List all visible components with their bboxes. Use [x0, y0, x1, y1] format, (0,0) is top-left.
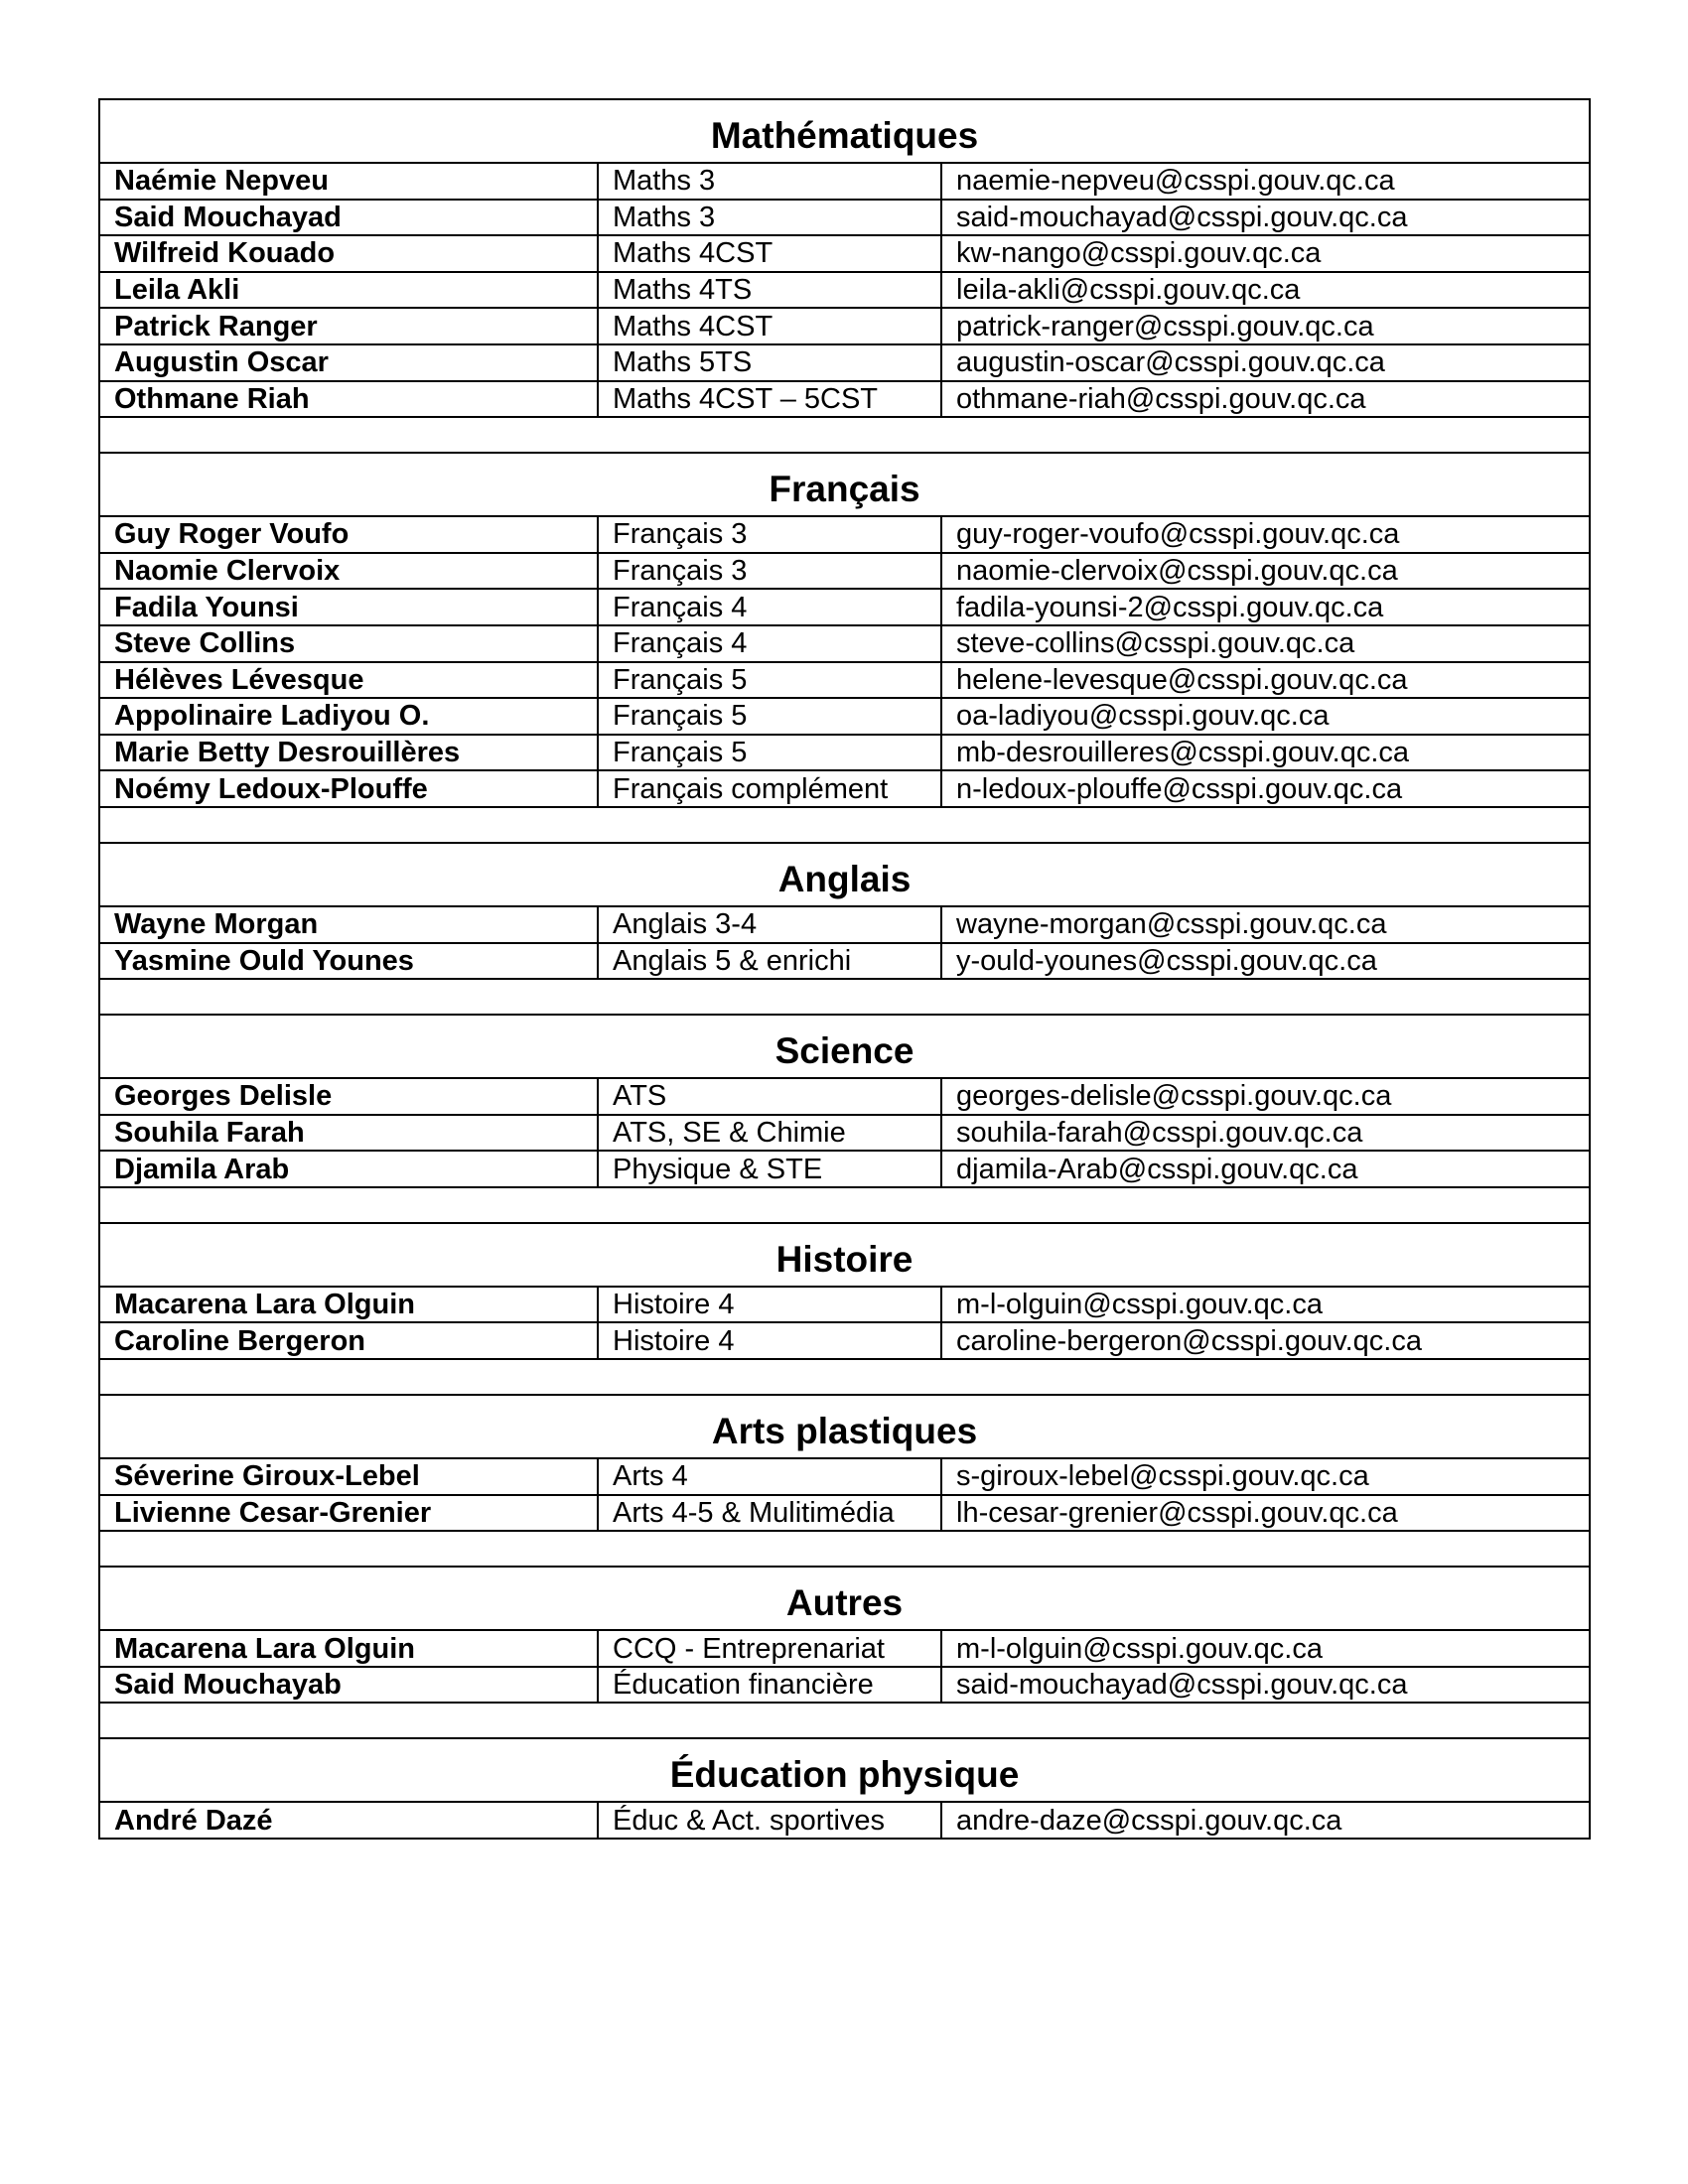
section-heading-row — [99, 1015, 1590, 1078]
teacher-row — [99, 770, 1590, 807]
teacher-name: Souhila Farah — [99, 1115, 598, 1152]
course-name: Français 4 — [598, 625, 941, 662]
teacher-name: Naémie Nepveu — [99, 163, 598, 200]
teacher-row — [99, 662, 1590, 699]
spacer-cell — [99, 1187, 1590, 1223]
teacher-name: Macarena Lara Olguin — [99, 1630, 598, 1667]
teacher-name: Marie Betty Desrouillères — [99, 735, 598, 771]
teacher-name: Séverine Giroux-Lebel — [99, 1458, 598, 1495]
teacher-name: Wayne Morgan — [99, 906, 598, 943]
course-name: ATS — [598, 1078, 941, 1115]
section-title: Histoire — [99, 1223, 1590, 1287]
course-name: Français 5 — [598, 662, 941, 699]
course-name: Maths 4TS — [598, 272, 941, 309]
teacher-email: guy-roger-voufo@csspi.gouv.qc.ca — [941, 516, 1590, 553]
section-heading-row — [99, 1738, 1590, 1802]
section-title: Éducation physique — [99, 1738, 1590, 1802]
teacher-name: Said Mouchayad — [99, 200, 598, 236]
teacher-email: naomie-clervoix@csspi.gouv.qc.ca — [941, 553, 1590, 590]
teacher-name: Fadila Younsi — [99, 589, 598, 625]
section-heading-row — [99, 99, 1590, 163]
teacher-email: augustin-oscar@csspi.gouv.qc.ca — [941, 344, 1590, 381]
teacher-email: m-l-olguin@csspi.gouv.qc.ca — [941, 1287, 1590, 1323]
teacher-name: Augustin Oscar — [99, 344, 598, 381]
spacer-cell — [99, 1703, 1590, 1738]
teacher-row — [99, 553, 1590, 590]
teacher-name: Hélèves Lévesque — [99, 662, 598, 699]
course-name: Français complément — [598, 770, 941, 807]
section-spacer-row — [99, 979, 1590, 1015]
teacher-email: helene-levesque@csspi.gouv.qc.ca — [941, 662, 1590, 699]
section-heading-row — [99, 1395, 1590, 1458]
teacher-email: m-l-olguin@csspi.gouv.qc.ca — [941, 1630, 1590, 1667]
teacher-name: Wilfreid Kouado — [99, 235, 598, 272]
course-name: Français 4 — [598, 589, 941, 625]
course-name: Anglais 3-4 — [598, 906, 941, 943]
teacher-row — [99, 1458, 1590, 1495]
course-name: Maths 3 — [598, 200, 941, 236]
teacher-row — [99, 735, 1590, 771]
teacher-email: s-giroux-lebel@csspi.gouv.qc.ca — [941, 1458, 1590, 1495]
teacher-row — [99, 1115, 1590, 1152]
course-name: Maths 4CST – 5CST — [598, 381, 941, 418]
teacher-email: caroline-bergeron@csspi.gouv.qc.ca — [941, 1322, 1590, 1359]
teacher-row — [99, 906, 1590, 943]
section-heading-row — [99, 1567, 1590, 1630]
teacher-email: said-mouchayad@csspi.gouv.qc.ca — [941, 1667, 1590, 1704]
course-name: Arts 4 — [598, 1458, 941, 1495]
course-name: Maths 4CST — [598, 308, 941, 344]
section-spacer-row — [99, 1187, 1590, 1223]
teacher-row — [99, 1630, 1590, 1667]
teacher-name: Noémy Ledoux-Plouffe — [99, 770, 598, 807]
teacher-row — [99, 308, 1590, 344]
teacher-row — [99, 163, 1590, 200]
course-name: Français 5 — [598, 698, 941, 735]
course-name: Histoire 4 — [598, 1322, 941, 1359]
teacher-email: mb-desrouilleres@csspi.gouv.qc.ca — [941, 735, 1590, 771]
teacher-directory-body — [99, 99, 1590, 1839]
teacher-email: georges-delisle@csspi.gouv.qc.ca — [941, 1078, 1590, 1115]
teacher-row — [99, 516, 1590, 553]
teacher-row — [99, 625, 1590, 662]
course-name: Français 3 — [598, 516, 941, 553]
teacher-name: Appolinaire Ladiyou O. — [99, 698, 598, 735]
teacher-row — [99, 698, 1590, 735]
teacher-row — [99, 589, 1590, 625]
course-name: Français 5 — [598, 735, 941, 771]
section-title: Science — [99, 1015, 1590, 1078]
teacher-name: André Dazé — [99, 1802, 598, 1839]
spacer-cell — [99, 1359, 1590, 1395]
teacher-email: fadila-younsi-2@csspi.gouv.qc.ca — [941, 589, 1590, 625]
teacher-email: souhila-farah@csspi.gouv.qc.ca — [941, 1115, 1590, 1152]
teacher-email: y-ould-younes@csspi.gouv.qc.ca — [941, 943, 1590, 980]
course-name: CCQ - Entreprenariat — [598, 1630, 941, 1667]
teacher-email: leila-akli@csspi.gouv.qc.ca — [941, 272, 1590, 309]
spacer-cell — [99, 1531, 1590, 1567]
course-name: Anglais 5 & enrichi — [598, 943, 941, 980]
teacher-name: Said Mouchayab — [99, 1667, 598, 1704]
teacher-email: othmane-riah@csspi.gouv.qc.ca — [941, 381, 1590, 418]
course-name: Maths 5TS — [598, 344, 941, 381]
teacher-email: steve-collins@csspi.gouv.qc.ca — [941, 625, 1590, 662]
course-name: Éducation financière — [598, 1667, 941, 1704]
teacher-email: oa-ladiyou@csspi.gouv.qc.ca — [941, 698, 1590, 735]
teacher-email: andre-daze@csspi.gouv.qc.ca — [941, 1802, 1590, 1839]
teacher-name: Steve Collins — [99, 625, 598, 662]
teacher-row — [99, 1151, 1590, 1187]
teacher-email: patrick-ranger@csspi.gouv.qc.ca — [941, 308, 1590, 344]
teacher-email: naemie-nepveu@csspi.gouv.qc.ca — [941, 163, 1590, 200]
teacher-row — [99, 1495, 1590, 1532]
teacher-name: Macarena Lara Olguin — [99, 1287, 598, 1323]
section-title: Autres — [99, 1567, 1590, 1630]
teacher-directory-table — [98, 98, 1591, 1840]
section-heading-row — [99, 1223, 1590, 1287]
teacher-row — [99, 1667, 1590, 1704]
section-spacer-row — [99, 1703, 1590, 1738]
teacher-email: n-ledoux-plouffe@csspi.gouv.qc.ca — [941, 770, 1590, 807]
teacher-email: kw-nango@csspi.gouv.qc.ca — [941, 235, 1590, 272]
section-heading-row — [99, 453, 1590, 516]
course-name: Arts 4-5 & Mulitimédia — [598, 1495, 941, 1532]
course-name: ATS, SE & Chimie — [598, 1115, 941, 1152]
teacher-name: Georges Delisle — [99, 1078, 598, 1115]
teacher-name: Livienne Cesar-Grenier — [99, 1495, 598, 1532]
teacher-name: Naomie Clervoix — [99, 553, 598, 590]
teacher-name: Yasmine Ould Younes — [99, 943, 598, 980]
section-spacer-row — [99, 1531, 1590, 1567]
section-title: Arts plastiques — [99, 1395, 1590, 1458]
teacher-row — [99, 272, 1590, 309]
section-spacer-row — [99, 1359, 1590, 1395]
teacher-name: Djamila Arab — [99, 1151, 598, 1187]
teacher-row — [99, 1322, 1590, 1359]
teacher-name: Caroline Bergeron — [99, 1322, 598, 1359]
section-title: Mathématiques — [99, 99, 1590, 163]
teacher-email: djamila-Arab@csspi.gouv.qc.ca — [941, 1151, 1590, 1187]
teacher-name: Guy Roger Voufo — [99, 516, 598, 553]
teacher-row — [99, 1078, 1590, 1115]
teacher-name: Patrick Ranger — [99, 308, 598, 344]
teacher-row — [99, 943, 1590, 980]
section-spacer-row — [99, 807, 1590, 843]
teacher-row — [99, 1802, 1590, 1839]
teacher-row — [99, 235, 1590, 272]
section-title: Anglais — [99, 843, 1590, 906]
course-name: Éduc & Act. sportives — [598, 1802, 941, 1839]
teacher-row — [99, 200, 1590, 236]
spacer-cell — [99, 979, 1590, 1015]
teacher-email: lh-cesar-grenier@csspi.gouv.qc.ca — [941, 1495, 1590, 1532]
section-heading-row — [99, 843, 1590, 906]
section-title: Français — [99, 453, 1590, 516]
course-name: Physique & STE — [598, 1151, 941, 1187]
teacher-name: Leila Akli — [99, 272, 598, 309]
teacher-name: Othmane Riah — [99, 381, 598, 418]
course-name: Maths 3 — [598, 163, 941, 200]
course-name: Maths 4CST — [598, 235, 941, 272]
teacher-email: wayne-morgan@csspi.gouv.qc.ca — [941, 906, 1590, 943]
teacher-row — [99, 381, 1590, 418]
section-spacer-row — [99, 417, 1590, 453]
course-name: Histoire 4 — [598, 1287, 941, 1323]
teacher-email: said-mouchayad@csspi.gouv.qc.ca — [941, 200, 1590, 236]
course-name: Français 3 — [598, 553, 941, 590]
teacher-row — [99, 1287, 1590, 1323]
spacer-cell — [99, 417, 1590, 453]
teacher-row — [99, 344, 1590, 381]
spacer-cell — [99, 807, 1590, 843]
